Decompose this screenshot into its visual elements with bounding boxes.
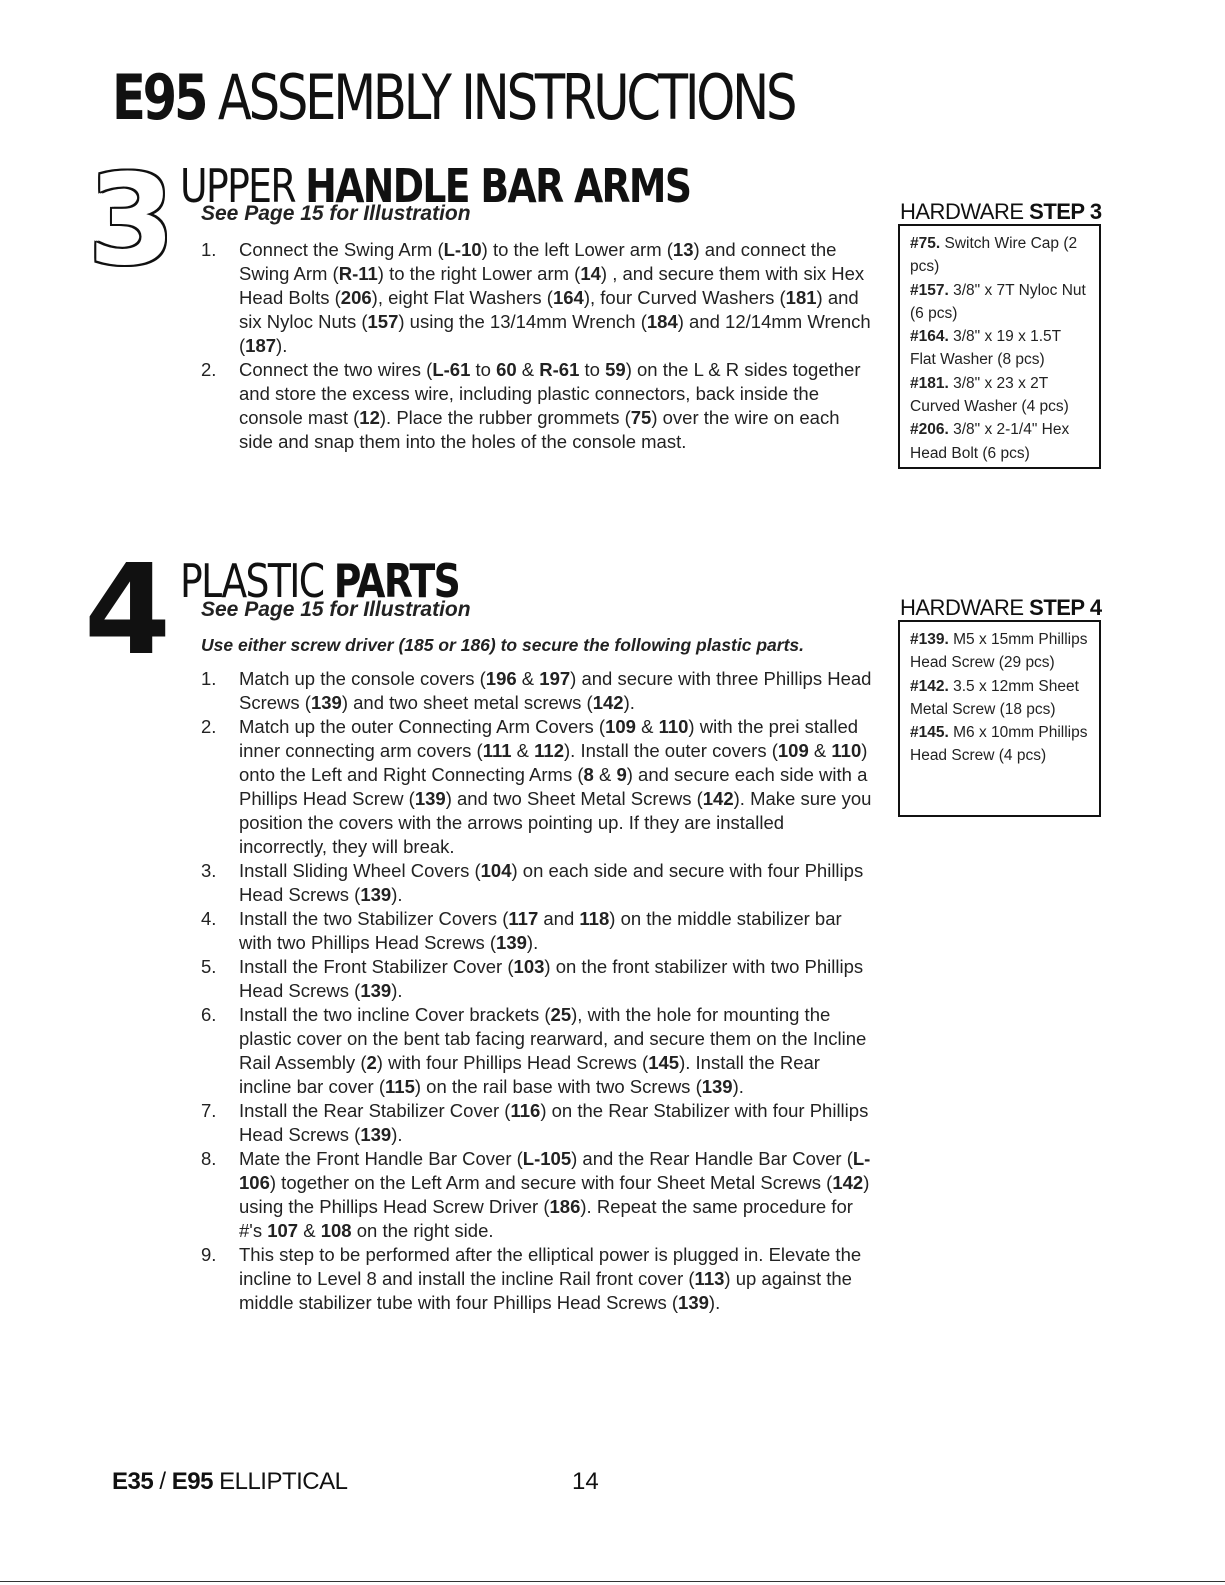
text-run: ). xyxy=(391,980,403,1001)
part-ref: 108 xyxy=(320,1220,352,1241)
hardware-id: #164. xyxy=(910,328,949,346)
step-4-item-7 xyxy=(201,1099,873,1147)
hardware-id: #142. xyxy=(910,677,949,695)
part-ref: 139 xyxy=(678,1292,709,1313)
step-3-title-light: UPPER xyxy=(180,159,295,213)
text-run: ) onto the Left and Right Connecting Arms ( xyxy=(239,740,868,785)
text-run: & xyxy=(593,764,617,785)
part-ref: 184 xyxy=(646,311,678,332)
step-3-see-page: See Page 15 for Illustration xyxy=(201,202,471,225)
part-ref: 164 xyxy=(552,287,584,308)
text-run: ). xyxy=(708,1292,721,1313)
part-ref: 197 xyxy=(539,668,571,689)
text-run: ) and connect the Swing Arm ( xyxy=(239,239,837,284)
hardware-step-4-heading xyxy=(900,596,1102,620)
text-run: ) with the prei stalled inner connecting arm covers ( xyxy=(239,716,859,761)
page-number: 14 xyxy=(572,1468,599,1495)
text-run: Connect the Swing Arm ( xyxy=(239,239,444,260)
text-run: This step to be performed after the elliptical power is plugged in. Elevate the incline to Level 8 and install the incline Rail front cover ( xyxy=(239,1244,862,1289)
part-ref: 25 xyxy=(550,1004,572,1025)
part-ref: 75 xyxy=(630,407,652,428)
hardware-description: Switch Wire Cap (2 pcs) xyxy=(910,235,1078,276)
text-run: Connect the two wires ( xyxy=(239,359,433,380)
step-4-item-text xyxy=(239,859,873,907)
text-run: ). Make sure you position the covers with the arrows pointing up. If they are installed incorrectly, they will break. xyxy=(239,788,872,857)
step-4-item-text xyxy=(239,715,873,859)
text-run: Install the Rear Stabilizer Cover ( xyxy=(239,1100,511,1121)
text-run: ) to the right Lower arm ( xyxy=(377,263,581,284)
text-run: ). xyxy=(276,335,288,356)
part-ref: R-61 xyxy=(539,359,580,380)
part-ref: 113 xyxy=(694,1268,725,1289)
step-4-item-5 xyxy=(201,955,873,1003)
footer-model xyxy=(112,1468,347,1496)
part-ref: 187 xyxy=(245,335,277,356)
part-ref: 139 xyxy=(496,932,527,953)
part-ref: 14 xyxy=(580,263,601,284)
title-text: ASSEMBLY INSTRUCTIONS xyxy=(217,61,795,134)
step-3-hardware-item xyxy=(910,279,1089,326)
text-run: & xyxy=(516,668,540,689)
step-4-note: Use either screw driver (185 or 186) to secure the following plastic parts. xyxy=(201,635,804,655)
text-run: ) using the 13/14mm Wrench ( xyxy=(398,311,647,332)
part-ref: 112 xyxy=(534,740,565,761)
text-run: ), with the hole for mounting the plastic cover on the bent tab facing rearward, and secure them on the Incline Rail Assembly ( xyxy=(239,1004,867,1073)
text-run: ) and 12/14mm Wrench ( xyxy=(239,311,871,356)
text-run: ) , and secure them with six Hex Head Bolts ( xyxy=(239,263,865,308)
bottom-rule xyxy=(0,1581,1225,1582)
step-4-item-3 xyxy=(201,859,873,907)
step-4-hardware-item xyxy=(910,675,1089,722)
part-ref: 109 xyxy=(777,740,809,761)
part-ref: L-61 xyxy=(432,359,471,380)
step-3-item-number: 1. xyxy=(201,239,217,260)
part-ref: 118 xyxy=(579,908,610,929)
hardware-description: 3/8" x 19 x 1.5T Flat Washer (8 pcs) xyxy=(910,328,1061,369)
text-run: ). xyxy=(391,884,403,905)
text-run: ) up against the middle stabilizer tube with four Phillips Head Screws ( xyxy=(239,1268,852,1313)
text-run: ) to the left Lower arm ( xyxy=(481,239,673,260)
step-3-hardware-item xyxy=(910,325,1089,372)
part-ref: 142 xyxy=(592,692,624,713)
hardware-step-3-label: HARDWARE xyxy=(900,199,1030,224)
text-run: Install the two incline Cover brackets ( xyxy=(239,1004,551,1025)
text-run: Install the two Stabilizer Covers ( xyxy=(239,908,509,929)
text-run: ). Repeat the same procedure for #'s xyxy=(239,1196,853,1241)
part-ref: 186 xyxy=(549,1196,581,1217)
title-model: E95 xyxy=(112,61,206,134)
step-4-item-number: 3. xyxy=(201,860,217,881)
text-run: ) with four Phillips Head Screws ( xyxy=(376,1052,649,1073)
step-4-item-number: 5. xyxy=(201,956,217,977)
page-title xyxy=(112,62,794,134)
part-ref: 139 xyxy=(360,884,392,905)
step-3-item-number: 2. xyxy=(201,359,217,380)
part-ref: 60 xyxy=(496,359,517,380)
step-4-item-text xyxy=(239,1003,873,1099)
step-3-item-1 xyxy=(201,238,873,358)
part-ref: 103 xyxy=(513,956,545,977)
hardware-step-3-box xyxy=(898,224,1101,469)
hardware-step-4-box xyxy=(898,620,1101,817)
text-run: ) on the rail base with two Screws ( xyxy=(414,1076,702,1097)
text-run: ) and secure each side with a Phillips Head Screw ( xyxy=(239,764,868,809)
part-ref: 59 xyxy=(605,359,626,380)
part-ref: 117 xyxy=(508,908,539,929)
hardware-step-3-label-bold: STEP 3 xyxy=(1029,199,1102,224)
text-run: ) over the wire on each side and snap them into the holes of the console mast. xyxy=(239,407,840,452)
hardware-description: 3/8" x 23 x 2T Curved Washer (4 pcs) xyxy=(910,374,1069,416)
step-4-item-number: 8. xyxy=(201,1148,217,1169)
text-run: ). Install the outer covers ( xyxy=(564,740,778,761)
text-run: ). xyxy=(391,1124,403,1145)
text-run: ). xyxy=(526,932,539,953)
text-run: Install Sliding Wheel Covers ( xyxy=(239,860,481,881)
step-4-item-text xyxy=(239,1147,873,1243)
footer-model-a: E35 xyxy=(112,1468,154,1495)
step-4-see-page: See Page 15 for Illustration xyxy=(201,598,471,621)
step-4-item-4 xyxy=(201,907,873,955)
hardware-description: 3/8" x 7T Nyloc Nut (6 pcs) xyxy=(910,281,1086,322)
hardware-step-4-label-bold: STEP 4 xyxy=(1029,595,1102,620)
step-4-item-8 xyxy=(201,1147,873,1243)
step-4-instructions xyxy=(201,667,873,1315)
text-run: & xyxy=(298,1220,321,1241)
step-4-item-number: 9. xyxy=(201,1244,217,1265)
text-run: Install the Front Stabilizer Cover ( xyxy=(239,956,514,977)
text-run: ) on the front stabilizer with two Phillips Head Screws ( xyxy=(239,956,864,1001)
text-run: & xyxy=(516,359,540,380)
part-ref: 142 xyxy=(702,788,734,809)
step-4-item-text xyxy=(239,1243,873,1315)
text-run: ) on each side and secure with four Phillips Head Screws ( xyxy=(239,860,864,905)
text-run: ). xyxy=(732,1076,744,1097)
step-3-title-bold: HANDLE BAR ARMS xyxy=(305,159,691,213)
part-ref: 110 xyxy=(831,740,862,761)
step-4-item-number: 4. xyxy=(201,908,217,929)
text-run: ), eight Flat Washers ( xyxy=(371,287,553,308)
hardware-step-3-heading xyxy=(900,200,1102,224)
step-4-item-number: 1. xyxy=(201,668,217,689)
text-run: & xyxy=(635,716,659,737)
text-run: & xyxy=(511,740,535,761)
hardware-description: M5 x 15mm Phillips Head Screw (29 pcs) xyxy=(910,631,1088,672)
part-ref: 181 xyxy=(785,287,817,308)
part-ref: 145 xyxy=(648,1052,680,1073)
part-ref: 104 xyxy=(480,860,512,881)
text-run: ), four Curved Washers ( xyxy=(583,287,786,308)
text-run: & xyxy=(808,740,832,761)
text-run: Mate the Front Handle Bar Cover ( xyxy=(239,1148,523,1169)
step-4-item-text xyxy=(239,907,873,955)
text-run: ). Install the Rear incline bar cover ( xyxy=(239,1052,820,1097)
part-ref: 116 xyxy=(510,1100,541,1121)
part-ref: L-106 xyxy=(239,1148,871,1193)
step-3-item-text xyxy=(239,238,873,358)
part-ref: 13 xyxy=(672,239,694,260)
text-run: to xyxy=(470,359,497,380)
part-ref: R-11 xyxy=(338,263,378,284)
step-4-hardware-item xyxy=(910,628,1089,675)
footer-product: ELLIPTICAL xyxy=(212,1468,348,1495)
text-run: ) and two Sheet Metal Screws ( xyxy=(445,788,703,809)
step-4-item-number: 6. xyxy=(201,1004,217,1025)
hardware-id: #206. xyxy=(910,421,949,439)
part-ref: 139 xyxy=(414,788,446,809)
part-ref: 206 xyxy=(340,287,372,308)
text-run: and xyxy=(538,908,580,929)
hardware-description: 3/8" x 2-1/4" Hex Head Bolt (6 pcs) xyxy=(910,421,1070,462)
text-run: ). xyxy=(623,692,635,713)
footer-separator: / xyxy=(153,1468,172,1495)
text-run: ) on the L & R sides together and store the excess wire, including plastic connectors, back inside the console mast ( xyxy=(239,359,861,428)
hardware-description: M6 x 10mm Phillips Head Screw (4 pcs) xyxy=(910,724,1088,765)
part-ref: 111 xyxy=(482,740,512,761)
text-run: ) using the Phillips Head Screw Driver ( xyxy=(239,1172,870,1217)
text-run: to xyxy=(579,359,606,380)
text-run: ) on the Rear Stabilizer with four Phillips Head Screws ( xyxy=(239,1100,869,1145)
text-run: ) on the middle stabilizer bar with two Phillips Head Screws ( xyxy=(239,908,842,953)
hardware-id: #181. xyxy=(910,374,949,392)
text-run: Match up the console covers ( xyxy=(239,668,486,689)
step-4-item-number: 2. xyxy=(201,716,217,737)
text-run: ) and six Nyloc Nuts ( xyxy=(239,287,859,332)
hardware-id: #145. xyxy=(910,724,949,742)
text-run: Match up the outer Connecting Arm Covers ( xyxy=(239,716,606,737)
part-ref: 139 xyxy=(701,1076,733,1097)
part-ref: 115 xyxy=(385,1076,415,1097)
part-ref: 12 xyxy=(359,407,380,428)
step-3-hardware-item xyxy=(910,372,1089,419)
text-run: ) and two sheet metal screws ( xyxy=(341,692,593,713)
footer-model-b: E95 xyxy=(171,1468,213,1495)
text-run: ) and secure with three Phillips Head Screws ( xyxy=(239,668,872,713)
step-4-title-light: PLASTIC xyxy=(180,554,324,608)
step-3-instructions xyxy=(201,238,873,454)
part-ref: 196 xyxy=(485,668,517,689)
step-4-item-text xyxy=(239,955,873,1003)
hardware-step-4-label: HARDWARE xyxy=(900,595,1030,620)
part-ref: 139 xyxy=(310,692,342,713)
step-4-item-2 xyxy=(201,715,873,859)
part-ref: 139 xyxy=(360,1124,392,1145)
part-ref: 9 xyxy=(616,764,627,785)
part-ref: L-105 xyxy=(522,1148,572,1169)
text-run: ). Place the rubber grommets ( xyxy=(379,407,631,428)
part-ref: 2 xyxy=(366,1052,377,1073)
part-ref: 8 xyxy=(583,764,594,785)
step-4-item-number: 7. xyxy=(201,1100,217,1121)
step-4-item-9 xyxy=(201,1243,873,1315)
step-4-item-text xyxy=(239,667,873,715)
hardware-id: #139. xyxy=(910,631,949,648)
step-3-hardware-item xyxy=(910,232,1089,279)
hardware-description: 3.5 x 12mm Sheet Metal Screw (18 pcs) xyxy=(910,677,1079,718)
step-4-hardware-item xyxy=(910,721,1089,768)
step-3-number: 3 xyxy=(88,148,175,293)
step-3-hardware-item xyxy=(910,418,1089,465)
part-ref: 107 xyxy=(267,1220,299,1241)
part-ref: L-10 xyxy=(443,239,482,260)
hardware-id: #157. xyxy=(910,281,949,299)
step-3-item-2 xyxy=(201,358,873,454)
part-ref: 109 xyxy=(605,716,636,737)
part-ref: 157 xyxy=(367,311,399,332)
step-3-item-text xyxy=(239,358,873,454)
part-ref: 139 xyxy=(360,980,392,1001)
step-4-item-1 xyxy=(201,667,873,715)
text-run: ) and the Rear Handle Bar Cover ( xyxy=(571,1148,853,1169)
step-4-title-bold: PARTS xyxy=(333,554,460,608)
text-run: ) together on the Left Arm and secure with four Sheet Metal Screws ( xyxy=(269,1172,833,1193)
part-ref: 142 xyxy=(832,1172,864,1193)
step-4-number: 4 xyxy=(84,538,171,683)
text-run: on the right side. xyxy=(351,1220,494,1241)
step-4-item-text xyxy=(239,1099,873,1147)
step-4-item-6 xyxy=(201,1003,873,1099)
part-ref: 110 xyxy=(658,716,689,737)
hardware-id: #75. xyxy=(910,235,941,252)
